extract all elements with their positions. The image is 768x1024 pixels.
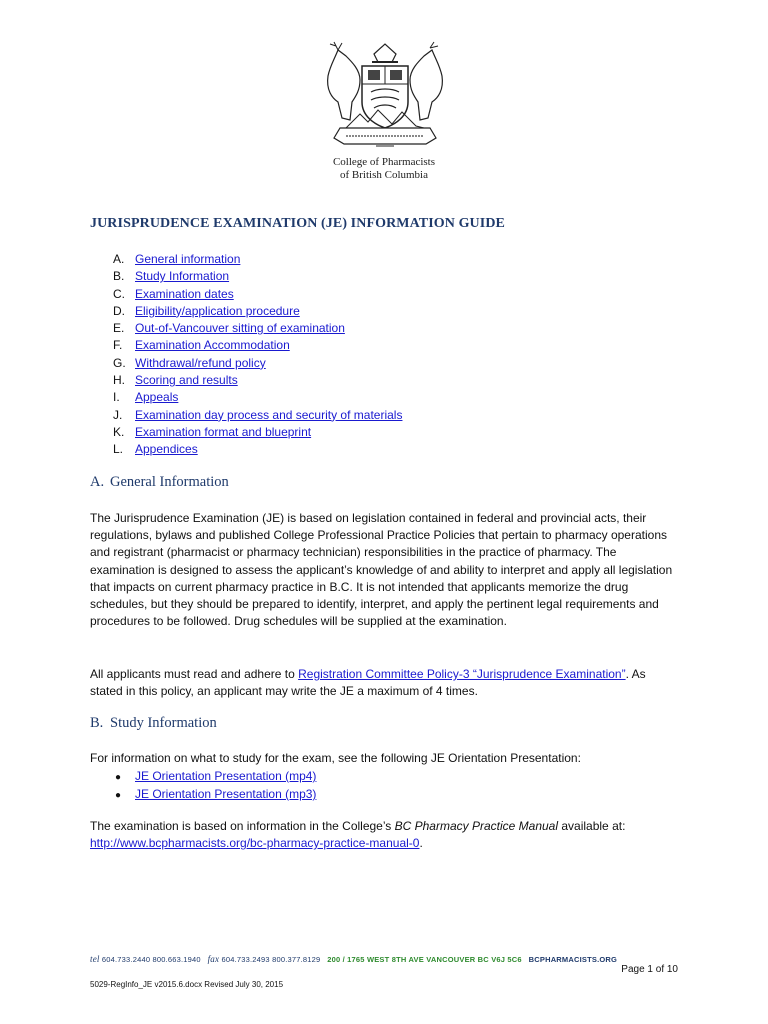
list-item: [115, 767, 316, 785]
toc-link-exam-day-process[interactable]: Examination day process and security of materials: [135, 407, 403, 422]
toc-item: B. Study Information: [113, 269, 230, 284]
toc-link-appendices[interactable]: Appendices: [135, 442, 198, 457]
practice-manual-link[interactable]: http://www.bcpharmacists.org/bc-pharmacy-practice-manual-0: [90, 836, 420, 851]
list-item: [115, 785, 316, 803]
toc-link-study-information[interactable]: Study Information: [135, 269, 230, 284]
section-b-manual-paragraph: The examination is based on information in the College’s BC Pharmacy Practice Manual available at: http://www.bcpharmacists.org/bc-pharmacy-practice-manual-0.: [90, 819, 626, 851]
toc-item: J. Examination day process and security of materials: [113, 407, 403, 422]
toc-link-exam-format[interactable]: Examination format and blueprint: [135, 424, 312, 439]
section-a-heading: A. General Information: [90, 474, 229, 490]
footer-website: BCPHARMACISTS.ORG: [528, 955, 618, 964]
registration-policy-link[interactable]: Registration Committee Policy-3 “Jurisprudence Examination”: [298, 667, 626, 681]
page-number: Page 1 of 10: [621, 964, 678, 975]
document-title: JURISPRUDENCE EXAMINATION (JE) INFORMATION GUIDE: [90, 216, 505, 231]
toc-link-accommodation[interactable]: Examination Accommodation: [135, 338, 290, 353]
college-crest-logo: [316, 40, 454, 158]
presentation-list: [115, 767, 316, 803]
toc-item: H. Scoring and results: [113, 373, 238, 388]
toc-item: G. Withdrawal/refund policy: [113, 355, 266, 370]
footer-contact-line: tel 604.733.2440 800.663.1940 fax 604.733.2493 800.377.8129 200 / 1765 WEST 8TH AVE VANCOUVER BC V6J 5C6 BCPHARMACISTS.ORG: [90, 954, 618, 964]
toc-link-scoring-results[interactable]: Scoring and results: [135, 373, 238, 388]
toc-link-out-of-vancouver[interactable]: Out-of-Vancouver sitting of examination: [135, 321, 345, 336]
toc-link-eligibility[interactable]: Eligibility/application procedure: [135, 303, 300, 318]
toc-item: D. Eligibility/application procedure: [113, 303, 300, 318]
bullet-icon: ●: [115, 790, 122, 801]
section-b-heading: B. Study Information: [90, 715, 217, 731]
toc-item: E. Out-of-Vancouver sitting of examination: [113, 321, 345, 336]
toc-link-appeals[interactable]: Appeals: [135, 390, 179, 405]
orientation-mp3-link[interactable]: JE Orientation Presentation (mp3): [135, 787, 317, 801]
toc-item: K. Examination format and blueprint: [113, 424, 312, 439]
toc-item: L. Appendices: [113, 442, 198, 457]
toc-item: C. Examination dates: [113, 286, 234, 301]
section-a-paragraph-2: All applicants must read and adhere to Registration Committee Policy-3 “Jurisprudence Examination”. As stated in this policy, an applicant may write the JE a maximum of 4 times.: [90, 667, 646, 699]
org-line-1: College of Pharmacists: [332, 156, 436, 168]
toc-link-examination-dates[interactable]: Examination dates: [135, 286, 234, 301]
table-of-contents: [113, 251, 402, 459]
toc-item: F. Examination Accommodation: [113, 338, 290, 353]
toc-item: I. Appeals: [113, 390, 179, 405]
orientation-mp4-link[interactable]: JE Orientation Presentation (mp4): [135, 769, 317, 783]
section-b-intro: For information on what to study for the exam, see the following JE Orientation Presentation:: [90, 751, 581, 765]
document-reference: 5029-RegInfo_JE v2015.6.docx Revised July 30, 2015: [90, 980, 284, 989]
org-line-2: of British Columbia: [340, 169, 428, 181]
toc-link-general-information[interactable]: General information: [135, 252, 241, 266]
toc-link-withdrawal-refund[interactable]: Withdrawal/refund policy: [135, 355, 266, 370]
section-a-paragraph-1: The Jurisprudence Examination (JE) is based on legislation contained in federal and provincial acts, their regulations, bylaws and published College Professional Practice Policies that pertain to pharmacy operations and registrant (pharmacist or pharmacy technician) responsibilities in the practice of pharmacy. The examination is designed to assess the applicant’s knowledge of and ability to interpret and apply all legislation that impacts on current pharmacy practice in B.C. It is not intended that applicants memorize the drug schedules, but they should be prepared to identify, interpret, and apply the pertinent legal requirements and procedures to be followed. Drug schedules will be supplied at the examination.: [90, 511, 673, 629]
bullet-icon: ●: [115, 772, 122, 783]
organization-name: [284, 156, 484, 182]
toc-item: A. General information: [113, 252, 241, 266]
